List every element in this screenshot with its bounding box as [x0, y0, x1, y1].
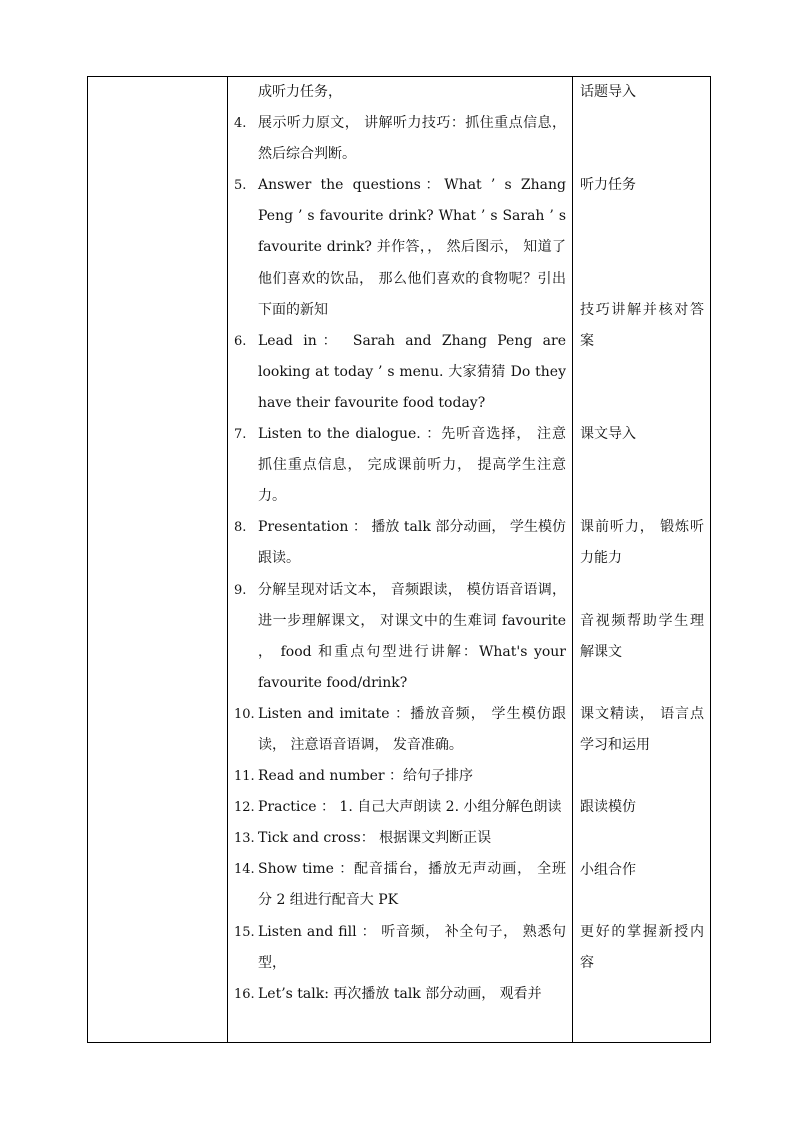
step-text: Listen to the dialogue. ：先听音选择， 注意抓住重点信息， 完成课前听力， 提高学生注意力。: [258, 426, 566, 505]
step-text: 分解呈现对话文本， 音频跟读， 模仿语音语调， 进一步理解课文， 对课文中的生难词 favourite ， food 和重点句型进行讲解：What's your favourite food/drink?: [258, 581, 566, 691]
step-number: 12.: [234, 800, 255, 816]
purpose-note: 课文导入: [580, 426, 636, 443]
step-text: Listen and imitate ：播放音频， 学生模仿跟读， 注意语音语调， 发音准确。: [258, 705, 566, 753]
procedure-step: [228, 917, 572, 979]
purpose-note: 课文精读， 语言点学习和运用: [580, 706, 704, 754]
procedure-step: [228, 699, 572, 761]
purpose-note: 跟读模仿: [580, 799, 636, 816]
procedure-step: [228, 854, 572, 916]
step-text: Practice ： 1. 自己大声朗读 2. 小组分解色朗读: [258, 799, 562, 816]
procedure-step: [228, 419, 572, 512]
step-number: 15.: [234, 924, 255, 940]
step-text: Lead in： Sarah and Zhang Peng are looking at today ’ s menu. 大家猜猜 Do they have their favourite food today?: [258, 332, 566, 411]
step-text: 展示听力原文， 讲解听力技巧：抓住重点信息，然后综合判断。: [258, 115, 566, 163]
step-number: 7.: [234, 427, 247, 443]
procedure-step: [228, 512, 572, 574]
purpose-note: 听力任务: [580, 177, 636, 194]
purpose-note: 技巧讲解并核对答案: [580, 301, 704, 349]
procedure-step: [228, 792, 572, 823]
step-text: Tick and cross： 根据课文判断正误: [258, 830, 492, 847]
step-text: Presentation ： 播放 talk 部分动画， 学生模仿跟读。: [258, 519, 566, 567]
procedure-step: [228, 326, 572, 419]
step-number: 5.: [234, 178, 247, 194]
purpose-note: 小组合作: [580, 861, 636, 878]
procedure-step: [228, 979, 572, 1010]
procedure-list: [228, 77, 572, 1010]
purpose-notes: [573, 77, 710, 1042]
step-number: 10.: [234, 706, 255, 722]
step-text: Answer the questions：What ’ s Zhang Peng ’ s favourite drink? What ’ s Sarah ’ s favourite drink? 并作答，， 然后图示， 知道了他们喜欢的饮品， 那么他们喜欢的食物呢？引出下面的新知: [258, 177, 566, 318]
purpose-column-cell: [573, 77, 711, 1043]
step-text: Read and number ：给句子排序: [258, 768, 474, 785]
procedure-step: [228, 575, 572, 699]
step-text: Show time ：配音擂台，播放无声动画， 全班分 2 组进行配音大 PK: [258, 861, 566, 909]
step-number: 16.: [234, 986, 255, 1002]
step-number: 14.: [234, 862, 255, 878]
purpose-note: 更好的掌握新授内容: [580, 923, 704, 971]
step-number: 9.: [234, 582, 247, 598]
table-row: [88, 77, 711, 1043]
lesson-plan-table: [87, 76, 711, 1043]
step-text: Listen and fill ： 听音频， 补全句子， 熟悉句型，: [258, 923, 566, 971]
procedure-step: [228, 77, 572, 108]
step-number: 11.: [234, 769, 255, 785]
purpose-note: 音视频帮助学生理解课文: [580, 612, 704, 660]
procedure-step: [228, 170, 572, 325]
step-number: 8.: [234, 520, 247, 536]
stage-column-cell: [88, 77, 228, 1043]
purpose-note: 课前听力， 锻炼听力能力: [580, 519, 704, 567]
procedure-column-cell: [228, 77, 573, 1043]
step-number: 13.: [234, 831, 255, 847]
procedure-step: [228, 761, 572, 792]
step-number: 4.: [234, 116, 247, 132]
step-text: 成听力任务，: [258, 84, 342, 100]
step-text: Let’s talk: 再次播放 talk 部分动画， 观看并: [258, 985, 542, 1002]
purpose-note: 话题导入: [580, 84, 636, 100]
step-number: 6.: [234, 333, 247, 349]
procedure-step: [228, 108, 572, 170]
procedure-step: [228, 823, 572, 854]
